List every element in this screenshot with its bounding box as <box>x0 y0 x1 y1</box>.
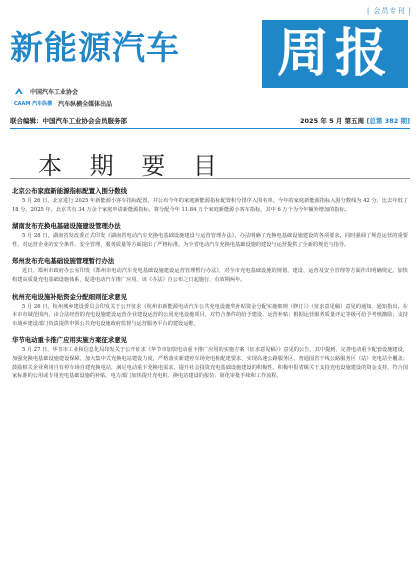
article-title[interactable]: 华节电动重卡推广应用实施方案征求意见 <box>12 336 128 345</box>
article-item <box>12 335 408 380</box>
article-item <box>12 292 408 329</box>
article-title[interactable]: 杭州充电设施补贴资金分配细则征求意见 <box>12 292 128 301</box>
section-divider <box>10 178 410 179</box>
member-tag: | 会员专刊 | <box>366 7 412 15</box>
article-list <box>12 186 408 388</box>
caam-logo-icon <box>14 86 24 96</box>
issue-date: 2025 年 5 月 第五周 <box>300 117 365 125</box>
article-body: 5 月 26 日，北京进行 2025 年新能源小客车指标配置，并公布今年的家庭新能源指标配置积分排序入围名单。今年的家庭新能源指标入围分数线为 42 分，比去年低了 18 分。2025 年，北京共有 34 万余个家庭申请新能源指标，将分配今年 11.84 万个家庭新能源小客车指标，其中 6 万个为今年额外增加的指标。 <box>12 198 408 213</box>
article-body: 5 月 28 日，湖南省发改委正式印发《湖南省电动汽车充换电基础设施建设与运营管理办法》，办法明确了充换电基础设施建设的各项要求，同时强调了规范运营的重要性，对运营企业的安全条件、安全管理、服务质量等方面提出了严格标准。为全省电动汽车充换电基础设施的建设与运营提供了全新的规范与指导。 <box>12 233 408 248</box>
article-title[interactable]: 湖南发布充换电基础设施建设管理办法 <box>12 222 121 231</box>
article-body: 5 月 27 日，华节市工业和信息化局印发关于公开征求《华节市加快电动重卡推广应用的实施方案（征求意见稿）》意见的公告，其中提到，完善电动重卡配套设施建设，加强充换电基础设施建设保障，加大集中式充换电站建设力度，严格落实新建停车场充电桩配建要求，实现高速公路服务区、普通国省干线公路服务区（站）充电站全覆盖；鼓励相关企业利用自有停车场自建充换电站，满足电动重卡充换电需求，提升社会投资充电基础设施建设的积极性。积极申报省级关于支持充电设施建设的资金支持，符合国家标准的公用或专用充电基础设施的补贴。电力部门加快提升充电桩、换电站建设的报装、简化审批手续和工作流程。 <box>12 347 408 380</box>
article-title[interactable]: 北京公布家庭新能源指标配置入围分数线 <box>12 187 128 195</box>
meta-bar <box>10 114 410 129</box>
article-item <box>12 256 408 284</box>
issue-total: [总第 382 期] <box>366 117 410 125</box>
org-primary-row <box>14 86 78 96</box>
article-item <box>12 186 408 214</box>
caam-media-logo: CAAM 汽车纵横 <box>14 101 53 107</box>
article-item <box>12 221 408 249</box>
article-body: 5 月 26 日，杭州城乡建设委员会印发关于公开征求《杭州市新能源电动汽车公共充电设施奖补贴资金分配实施细则（修订）》（征求意见稿）意见的通知。通知指出，在本市市域范围内，由合法经营的充电设施建设运营企业建设运营的公用充电设施项目，对符合条件的给予建设、运营补贴；根据运营服务质量评定等级可给予考核激励；支持市域乡建设部门负责提供申领公共充电设施政府监督与运营服务平台的建设运维。 <box>12 303 408 327</box>
issue-info <box>300 116 410 125</box>
org-primary-name: 中国汽车工业协会 <box>30 88 79 96</box>
org-secondary-row <box>14 99 112 108</box>
section-title: 本 期 要 目 <box>38 152 227 180</box>
article-body: 近日，郑州市政府办公室印发《郑州市电动汽车充电基础设施建设运营管理暂行办法》，对全市充电基础设施的规划、建设、运营及安全管理等方面作出明确规定。加快构建高质量充电基础设施体系，促进电动汽车推广应用。该《办法》自公布之日起施行，有效期两年。 <box>12 268 408 283</box>
article-title[interactable]: 郑州发布充电基础设施管理暂行办法 <box>12 257 115 266</box>
weekly-title-block: 周报 <box>262 20 408 88</box>
brand-title: 新能源汽车 <box>10 28 180 67</box>
co-editor-text: 联合编辑：中国汽车工业协会会员服务部 <box>10 117 127 125</box>
org-secondary-name: 汽车纵横全媒体出品 <box>58 101 113 108</box>
